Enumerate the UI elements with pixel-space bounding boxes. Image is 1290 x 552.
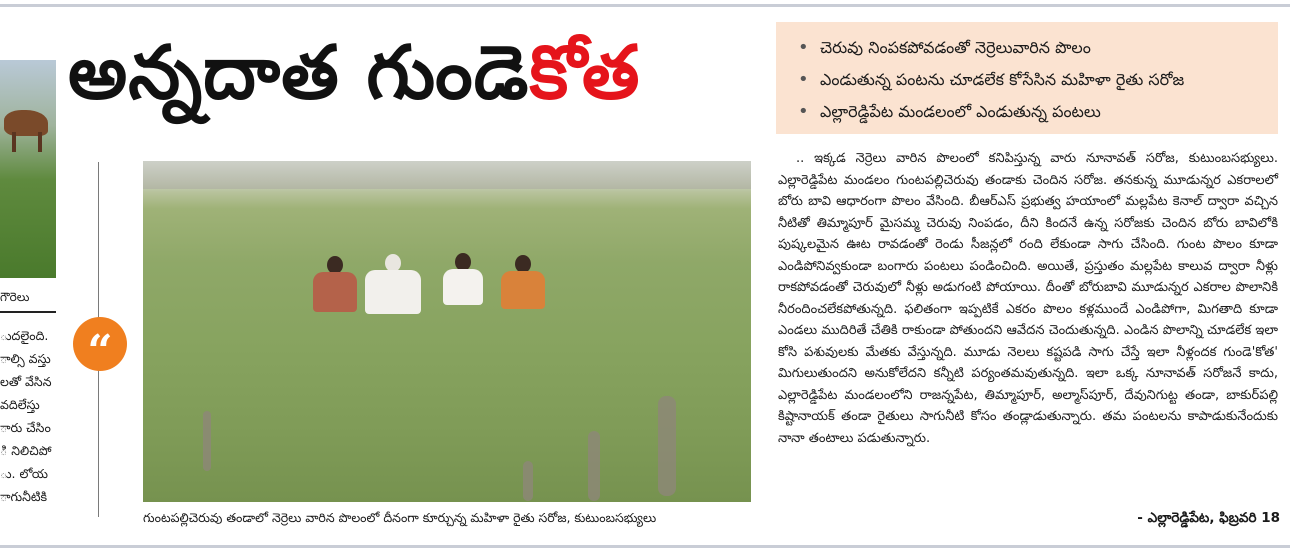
headline <box>68 18 768 128</box>
previous-column-caption: గౌరెలు <box>0 290 56 313</box>
previous-line: ుదలైంది. <box>0 328 49 343</box>
highlight-item: • ఎండుతున్న పంటను చూడలేక కోసేసిన మహిళా రైతు సరోజ <box>798 64 1278 96</box>
soil-crack <box>588 431 600 501</box>
field-photo <box>143 161 751 502</box>
soil-crack <box>523 461 533 501</box>
previous-line: ు. లోయ <box>0 466 48 481</box>
highlight-item: • చెరువు నింపకపోవడంతో నెర్రెలువారిన పొలం <box>798 32 1278 64</box>
previous-line: ాగునీటికి <box>0 489 48 504</box>
previous-line: ారు చేసిం <box>0 420 51 435</box>
byline: - ఎల్లారెడ్డిపేట, ఫిబ్రవరి 18 <box>1137 510 1280 526</box>
previous-column-text <box>0 324 58 508</box>
previous-column-photo <box>0 60 56 278</box>
previous-line: ి నిలిచిపో <box>0 443 52 458</box>
previous-line: ాల్సి వస్తు <box>0 351 51 366</box>
headline-part-red: కోత <box>529 30 641 116</box>
photo-caption: గుంటపల్లిచెరువు తండాలో నెర్రెలు వారిన పొలంలో దీనంగా కూర్చున్న మహిళా రైతు సరోజ, కుటుంబసభ్యులు <box>143 510 657 525</box>
soil-crack <box>203 411 211 471</box>
top-rule <box>0 4 1290 7</box>
previous-line: వదిలేస్తు <box>0 397 40 412</box>
bottom-rule <box>0 545 1290 548</box>
article-body <box>778 148 1278 449</box>
headline-part-black: అన్నదాత గుండె <box>68 30 530 116</box>
article-paragraph: .. ఇక్కడ నెర్రెలు వారిన పొలంలో కనిపిస్తున్న వారు నూనావత్ సరోజ, కుటుంబసభ్యులు. ఎల్లారెడ్డిపేట మండలం గుంటపల్లిచెరువు తండాకు చెందిన సరోజ. తనకున్న మూడున్నర ఎకరాలలో బోరు బావి ఆధారంగా పొలం వేసింది. బీఆర్ఎస్ ప్రభుత్వ హయాంలో మల్లపేట కెనాల్ ద్వారా వచ్చిన నీటితో తిమ్మాపూర్ మైసమ్మ చెరువు నింపడం, దీని కిందనే ఉన్న సరోజకు చెందిన బోరు బావిలోకి పుష్కలమైన ఊట రావడంతో రెండు సీజన్లలో రంది లేకుండా సాగు చేసింది. గుంట పొలం కూడా ఎండిపోనివ్వకుండా బంగారు పంటలు పండించింది. అయితే, ప్రస్తుతం మల్లపేట కాలువ ద్వారా నీళ్లు రాకపోవడంతో చెరువులో నీళ్లు అడుగంటి పోయాయి. దీంతో బోరుబావి మూడున్నర ఎకరాల పొలానికి నీరందించలేకపోతున్నది. ఫలితంగా ఇప్పటికే ఎకరం పొలం కళ్లముందే ఎండిపోగా, మిగతాది కూడా ఎండలు ముదిరితే చేతికి రాకుండా పోతుందని ఆవేదన చెందుతున్నది. ఎండిన పొలాన్ని చూడలేక ఇలా కోసి పశువులకు మేతకు వేస్తున్నది. మూడు నెలలు కష్టపడి సాగు చేస్తే ఇలా నీళ్లందక గుండె'కోత' మిగులుతుందని అనుకోలేదని కన్నీటి పర్యంతమవుతున్నది. ఇలా ఒక్క నూనావత్ సరోజనే కాదు, ఎల్లారెడ్డిపేట మండలంలోని రాజన్నపేట, తిమ్మాపూర్, అల్మాస్‌పూర్, దేవునిగుట్ట తండా, బాకుర్‌పల్లి కిష్టానాయక్ తండా రైతులు సాగునీటి కోసం తండ్లాడుతున్నారు. తమ పంటలను కాపాడుకునేందుకు నానా తంటాలు పడుతున్నారు. <box>778 151 1278 446</box>
soil-crack <box>658 396 676 496</box>
highlight-item: • ఎల్లారెడ్డిపేట మండలంలో ఎండుతున్న పంటలు <box>798 96 1278 128</box>
previous-line: లతో వేసిన <box>0 374 52 389</box>
previous-column <box>0 60 58 540</box>
quote-icon: “ <box>73 317 127 371</box>
highlights-box <box>776 22 1278 134</box>
photo-horizon <box>143 161 751 189</box>
